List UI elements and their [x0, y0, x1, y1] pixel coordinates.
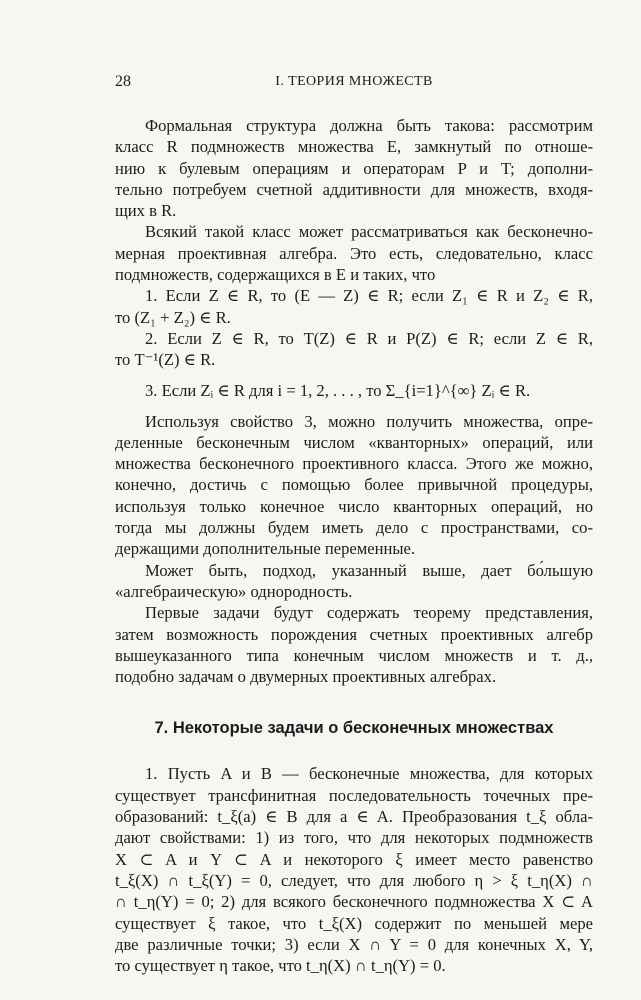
- paragraph-5: [115, 602, 593, 687]
- text-line: тогда мы должны будем иметь дело с пространствами, со-: [115, 518, 593, 538]
- text-line: Всякий такой класс может рассматриваться как бесконечно-: [145, 222, 593, 242]
- text-line: t_ξ(X) ∩ t_ξ(Y) = 0, следует, что для любого η > ξ t_η(X) ∩: [115, 870, 593, 890]
- text-line: щих в R.: [115, 201, 177, 221]
- text-line: «алгебраическую» однородность.: [115, 581, 353, 601]
- paragraph-3: [115, 411, 593, 560]
- text-line: 1. Пусть A и B — бесконечные множества, для которых: [145, 764, 593, 784]
- text-line: Первые задачи будут содержать теорему представления,: [145, 603, 593, 623]
- text-line: ∩ t_η(Y) = 0; 2) для всякого бесконечного подмножества X ⊂ A: [115, 892, 593, 912]
- section-heading: 7. Некоторые задачи о бесконечных множествах: [154, 719, 554, 738]
- text-line: то существует η такое, что t_η(X) ∩ t_η(Y) = 0.: [115, 956, 446, 976]
- page-header: [115, 73, 593, 95]
- text-line: Используя свойство 3, можно получить множества, опре-: [145, 411, 593, 431]
- text-line: подобно задачам о двумерных проективных алгебрах.: [115, 667, 497, 687]
- text-line: две различные точки; 3) если X ∩ Y = 0 для конечных X, Y,: [115, 934, 593, 954]
- text-line: конечно, достичь с помощью более привычной процедуры,: [115, 475, 593, 495]
- text-line: множества бесконечного проективного класса. Этого же можно,: [115, 454, 593, 474]
- text-line: затем возможность порождения счетных проективных алгебр: [115, 624, 593, 644]
- text-line: X ⊂ A и Y ⊂ A и некоторого ξ имеет место равенство: [115, 849, 593, 869]
- text-line: класс R подмножеств множества E, замкнутый по отноше-: [115, 137, 593, 157]
- condition-2-cont: то T⁻¹(Z) ∈ R.: [115, 350, 216, 370]
- paragraph-1: [115, 115, 593, 221]
- paragraph-2: [115, 221, 593, 285]
- text-line: тельно потребуем счетной аддитивности для множеств, входя-: [115, 179, 593, 199]
- running-title: I. ТЕОРИЯ МНОЖЕСТВ: [275, 74, 433, 89]
- paragraph-6: [115, 763, 593, 976]
- body-text: [115, 115, 593, 976]
- text-line: Может быть, подход, указанный выше, дает бо́льшую: [145, 560, 593, 580]
- paragraph-4: [115, 560, 593, 603]
- condition-2-line: 2. Если Z ∈ R, то T(Z) ∈ R и P(Z) ∈ R; если Z ∈ R,: [145, 328, 593, 348]
- condition-1-line: 1. Если Z ∈ R, то (E — Z) ∈ R; если Z₁ ∈ R и Z₂ ∈ R,: [145, 286, 593, 306]
- text-line: дают свойствами: 1) из того, что для некоторых подмножеств: [115, 828, 593, 848]
- text-line: используя только конечное число кванторных операций, но: [115, 496, 593, 516]
- text-line: образований: t_ξ(a) ∈ B для a ∈ A. Преобразования t_ξ обла-: [115, 807, 593, 827]
- conditions-list: [115, 285, 593, 410]
- text-line: мерная проективная алгебра. Это есть, следовательно, класс: [115, 243, 593, 263]
- condition-3-line: 3. Если Zᵢ ∈ R для i = 1, 2, . . . , то Σ_{i=1}^{∞} Zᵢ ∈ R.: [145, 380, 531, 400]
- text-line: существует ξ такое, что t_ξ(X) содержит по меньшей мере: [115, 913, 593, 933]
- text-line: держащими дополнительные переменные.: [115, 539, 416, 559]
- text-line: вышеуказанного типа конечным числом множеств и т. д.,: [115, 645, 593, 665]
- condition-1-cont: то (Z₁ + Z₂) ∈ R.: [115, 307, 231, 327]
- text-line: Формальная структура должна быть такова: рассмотрим: [145, 116, 593, 135]
- text-line: нию к булевым операциям и операторам P и T; дополни-: [115, 158, 593, 178]
- page-number: 28: [115, 73, 131, 90]
- text-line: существует трансфинитная последовательность точечных пре-: [115, 785, 593, 805]
- text-line: деленные бесконечным числом «кванторных» операций, или: [115, 432, 593, 452]
- text-line: подмножеств, содержащихся в E и таких, что: [115, 265, 436, 285]
